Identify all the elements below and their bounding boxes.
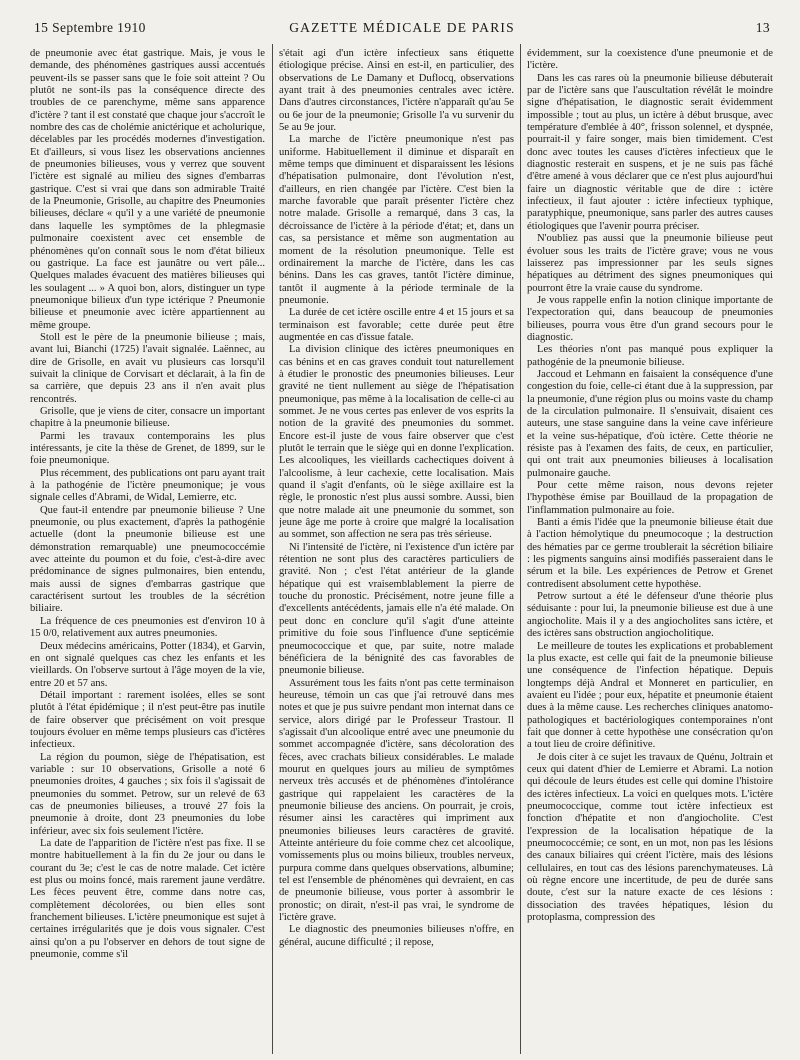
paragraph: évidemment, sur la coexistence d'une pneumonie et de l'ictère. bbox=[527, 48, 773, 72]
paragraph: Je vous rappelle enfin la notion clinique importante de l'expectoration qui, dans beaucoup de pneumonies bilieuses, pourra vous être d'un grand secours pour le diagnostic. bbox=[527, 294, 773, 343]
journal-title: GAZETTE MÉDICALE DE PARIS bbox=[289, 20, 515, 35]
paragraph: Ni l'intensité de l'ictère, ni l'existence d'un ictère par rétention ne sont plus des caractères particuliers de gravité. Non ; c'est l'état antérieur de la glande hépatique qui est vraisemblablement la pierre de touche du pronostic. Précisément, notre jeune fille a d'excellents antécédents, jamais elle n'a été malade. On peut donc en conclure qu'il s'agit d'une atteinte primitive du foie sous l'influence d'une septicémie pneumococcique et que, par suite, notre malade bénéficiera de la bénignité des cas favorables de pneumonie bilieuse. bbox=[279, 541, 514, 677]
text-column-right bbox=[527, 48, 773, 1054]
paragraph: Détail important : rarement isolées, elles se sont plutôt à l'état épidémique ; il n'est peut-être pas inutile de faire observer que précisément on voit presque toujours évoluer en même temps plusieurs cas d'ictères infectieux. bbox=[30, 689, 265, 751]
paragraph: La durée de cet ictère oscille entre 4 et 15 jours et sa terminaison est favorable; cette durée peut être augmentée en cas d'issue fatale. bbox=[279, 307, 514, 343]
running-header bbox=[30, 14, 774, 38]
text-column-left bbox=[30, 48, 265, 1054]
paragraph: La fréquence de ces pneumonies est d'environ 10 à 15 0/0, relativement aux autres pneumonies. bbox=[30, 615, 265, 640]
paragraph: Deux médecins américains, Potter (1834), et Garvin, en ont signalé quelques cas chez les enfants et les vieillards. On l'observe surtout à l'âge moyen de la vie, entre 20 et 57 ans. bbox=[30, 640, 265, 689]
paragraph: Banti a émis l'idée que la pneumonie bilieuse était due à l'action hémolytique du pneumocoque ; la destruction des hématies par ce germe troublerait la sécrétion biliaire : les pigments sanguins ainsi modifiés passeraient dans le sérum et la bile. Les expériences de Petrow et Grenet contredisent absolument cette hypothèse. bbox=[527, 517, 773, 590]
paragraph: Le diagnostic des pneumonies bilieuses n'offre, en général, aucune difficulté ; il repose, bbox=[279, 924, 514, 948]
paragraph: s'était agi d'un ictère infectieux sans étiquette étiologique précise. Ainsi en est-il, en particulier, des observations de Le Damany et Duflocq, observations ayant trait à des pneumonies centrales avec ictère. Dans d'autres circonstances, l'ictère n'apparaît qu'au 5e ou 6e jour de la pneumonie; Grisolle l'a vu survenir du 5e au 9e jour. bbox=[279, 48, 514, 134]
paragraph: Stoll est le père de la pneumonie bilieuse ; mais, avant lui, Bianchi (1725) l'avait signalée. Laënnec, au dire de Grisolle, en avait vu plusieurs cas lorsqu'il suivait la clinique de Corvisart et déclarait, à la fin de sa carrière, que depuis 23 ans il n'en avait plus rencontrés. bbox=[30, 331, 265, 405]
paragraph: Que faut-il entendre par pneumonie bilieuse ? Une pneumonie, ou plus exactement, d'après la pathogénie actuelle (dont la pneumonie bilieuse est une démonstration remarquable) une pneumococcémie avec atteinte du poumon et du foie, c'est-à-dire avec prédominance de signes pulmonaires, bien entendu, mais aussi de signes d'embarras gastrique que caractérisent surtout les troubles de la sécrétion biliaire. bbox=[30, 504, 265, 615]
paragraph: La région du poumon, siège de l'hépatisation, est variable : sur 10 observations, Grisolle a noté 6 pneumonies droites, 4 gauches ; six fois il s'agissait de pneumonies du sommet. Petrow, sur un relevé de 63 cas de pneumonies bilieuses, a trouvé 27 fois la pneumonie à droite, dont 23 pneumonies du lobe inférieur, avec six fois seulement l'ictère. bbox=[30, 751, 265, 837]
paragraph: Les théories n'ont pas manqué pous expliquer la pathogénie de la pneumonie bilieuse. bbox=[527, 344, 773, 368]
column-divider bbox=[520, 44, 521, 1054]
paragraph: La marche de l'ictère pneumonique n'est pas uniforme. Habituellement il diminue et disparaît en même temps que diminuent et disparaissent les lésions d'hépatisation pulmonaire, dont l'évolution n'est, d'ailleurs, en rien changée par l'ictère. C'est bien la marche favorable que paraît présenter l'ictère chez notre malade. Grisolle a remarqué, dans 3 cas, la décroissance de l'ictère à la période d'état; et, dans un cas, sa persistance et même son augmentation au moment de la résolution pneumonique. Telle est ordinairement la marche de l'ictère, dans les cas bénins. Dans les cas graves, tantôt l'ictère diminue, tantôt il augmente à la période terminale de la pneumonie. bbox=[279, 134, 514, 306]
paragraph: Pour cette même raison, nous devons rejeter l'hypothèse émise par Bouillaud de la propagation de l'inflammation pulmonaire au foie. bbox=[527, 480, 773, 516]
paragraph: Petrow surtout a été le défenseur d'une théorie plus séduisante : pour lui, la pneumonie bilieuse est due à une angiocholite. Mais il y a des angiocholites sans ictère, et des ictères sans obstruction angiocholitique. bbox=[527, 591, 773, 640]
paragraph: N'oubliez pas aussi que la pneumonie bilieuse peut évoluer sous les traits de l'ictère grave; vous ne vous laisserez pas impressionner par les seuls signes hépatiques au détriment des signes pneumoniques qui pourront être la vraie cause du syndrome. bbox=[527, 233, 773, 294]
paragraph: La date de l'apparition de l'ictère n'est pas fixe. Il se montre habituellement à la fin du 2e jour ou dans le courant du 3e; c'est le cas de notre malade. Cet ictère est plus ou moins foncé, mais rarement jaune verdâtre. Les fèces peuvent être, comme dans notre cas, complètement décolorées, ou bien elles sont franchement bilieuses. L'ictère pneumonique est sujet à certaines irrégularités que je dois vous signaler. C'est ainsi qu'on a pu l'observer en dehors de tout signe de pneumonie, comme s'il bbox=[30, 838, 265, 961]
paragraph: Grisolle, que je viens de citer, consacre un important chapitre à la pneumonie bilieuse. bbox=[30, 405, 265, 430]
issue-date: 15 Septembre 1910 bbox=[34, 20, 146, 35]
paragraph: Assurément tous les faits n'ont pas cette terminaison heureuse, témoin un cas que j'ai retrouvé dans mes notes et que je pus suivre pendant mon internat dans ce service, alors dirigé par le Professeur Trastour. Il s'agissait d'un alcoolique entré avec une pneumonie du sommet accompagnée d'ictère, sans décoloration des fèces, avec crachats bilieux considérables. Le malade mourut en quelques jours au milieu de symptômes nerveux très accusés et de phénomènes d'intolérance gastrique qui rappelaient les caractères de la pneumonie bilieuse des anciens. On pourrait, je crois, résumer ainsi les caractères qui impriment aux pneumonies bilieuses leurs caractères de gravité. Atteinte antérieure du foie comme chez cet alcoolique, vomissements plus ou moins bilieux, troubles nerveux, purpura comme dans quelques observations, albumine; tel est l'ensemble de phénomènes qui devraient, en cas de pneumonie bilieuse, vous porter à assombrir le pronostic; on dirait, n'est-il pas vrai, le syndrome de l'ictère grave. bbox=[279, 677, 514, 924]
text-column-middle bbox=[279, 48, 514, 1054]
paragraph: Je dois citer à ce sujet les travaux de Quénu, Joltrain et ceux qui datent d'hier de Lemierre et Abrami. La notion qui découle de leurs études est celle qui domine l'histoire des ictères infectieux. La voici en quelques mots. L'ictère pneumococcique, comme tout ictère infectieux est fonction d'hépatite et non d'angiocholite. C'est l'expression de la localisation hépatique de la pneumococcémie; ce sont, en un mot, non pas les lésions des canaux biliaires qui créent l'ictère, mais des lésions cellulaires, en tout cas des lésions parenchymateuses. Là où règne encore une incertitude, de peu de durée sans doute, c'est sur la nature exacte de ces lésions : dissociation des travées hépatiques, lésion du protoplasma, compression des bbox=[527, 751, 773, 924]
paragraph: Parmi les travaux contemporains les plus intéressants, je cite la thèse de Grenet, de 1899, sur le foie pneumonique. bbox=[30, 430, 265, 467]
paragraph: Dans les cas rares où la pneumonie bilieuse débuterait par de l'ictère sans que l'auscultation révélât le moindre signe d'hépatisation, le diagnostic serait évidemment impossible ; tout au plus, un ictère à début brusque, avec température d'emblée à 40°, frisson solennel, et dyspnée, pourrait-il y faire songer, mais bien timidement. C'est donc avec toutes les causes d'ictères infectieux que le diagnostic resterait en suspens, et je ne suis pas fâché d'être amené à vous déclarer que ce n'est plus aujourd'hui faire un diagnostic véritable que de dire : ictère infectieux, il faut ajouter : ictère infectieux typhique, paratyphique, pneumonique, sans parler des autres causes étiologiques que l'avenir pourra préciser. bbox=[527, 72, 773, 232]
paragraph: La division clinique des ictères pneumoniques en cas bénins et en cas graves conduit tout naturellement à étudier le pronostic des pneumonies bilieuses. Leur gravité ne tient nullement au siège de l'hépatisation pneumonique, pas même à la localisation de celle-ci au sommet. Je ne vous certes pas enlever de vos esprits la notion de la gravité des pneumonies du sommet. Encore est-il juste de vous faire observer que c'est plutôt le terrain que le siège qui en donne l'explication. Les alcooliques, les vieillards cachectiques doivent à l'alcoolisme, à leur cachexie, cette localisation. Mais quand il s'agit d'enfants, où le siège axillaire est la règle, le pronostic n'est plus aussi sombre. Aussi, bien que notre malade ait une pneumonie du sommet, son jeune âge me porte à croire que malgré la localisation au sommet, son affection ne sera pas très sérieuse. bbox=[279, 344, 514, 541]
paragraph: Plus récemment, des publications ont paru ayant trait à la pathogénie de l'ictère pneumonique; je vous signale celles d'Abrami, de Widal, Lemierre, etc. bbox=[30, 467, 265, 504]
page-number: 13 bbox=[755, 20, 770, 35]
paragraph: de pneumonie avec état gastrique. Mais, je vous le demande, des phénomènes gastriques aussi accentués peuvent-ils se passer sans que le foie soit atteint ? Ou plutôt ne sont-ils pas la conséquence directe des troubles de ce parenchyme, même sans apparence d'ictère ? tant il est constaté que chaque jour s'accroît le nombre des cas de cholémie anictérique et acholurique, décelables par les procédés modernes d'investigation. Et d'ailleurs, si vous lisez les observations anciennes de pneumonies bilieuses, vous y verrez que souvent l'ictère est signalé au milieu des signes d'embarras gastrique. C'est si vrai que dans son admirable Traité de la Pneumonie, Grisolle, au chapitre des Pneumonies bilieuses, déclare « qu'il y a une variété de pneumonie dans laquelle les symptômes de la phlegmasie pulmonaire coexistent avec cet ensemble de phénomènes qu'on connaît sous le nom d'état bilieux ou gastrique. La face est jaunâtre ou vert pâle... Quelques malades évacuent des matières bilieuses qui les soulagent ... » A quoi bon, alors, distinguer un type pneumonique bilieux d'un type ictérique ? Pneumonie bilieuse et pneumonie avec ictère appartiennent au même groupe. bbox=[30, 48, 265, 331]
paragraph: Le meilleure de toutes les explications et probablement la plus exacte, est celle qui fait de la pneumonie bilieuse une conséquence de l'infection hépatique. Depuis longtemps déjà Andral et Monneret en particulier, en avaient eu l'idée ; pour eux, hépatite et pneumonie étaient dues à la même cause. Les recherches cliniques anatomo-pathologiques et bactériologiques contemporaines n'ont fait que donner à cette hypothèse une consécration qu'on a tout lieu de croire définitive. bbox=[527, 640, 773, 751]
column-divider bbox=[272, 44, 273, 1054]
paragraph: Jaccoud et Lehmann en faisaient la conséquence d'une congestion du foie, celle-ci étant due à la suppression, par la pneumonie, d'une région plus ou moins vaste du champ de la circulation pulmonaire. Il s'ensuivait, disaient ces auteurs, une stase sanguine dans la veine cave inférieure et la veine sus-hépatique, d'où ictère. Cette théorie ne résiste pas à l'examen des faits, de ceux, en particulier, qui ont trait aux pneumonies bilieuses à localisation pulmonaire gauche. bbox=[527, 368, 773, 479]
